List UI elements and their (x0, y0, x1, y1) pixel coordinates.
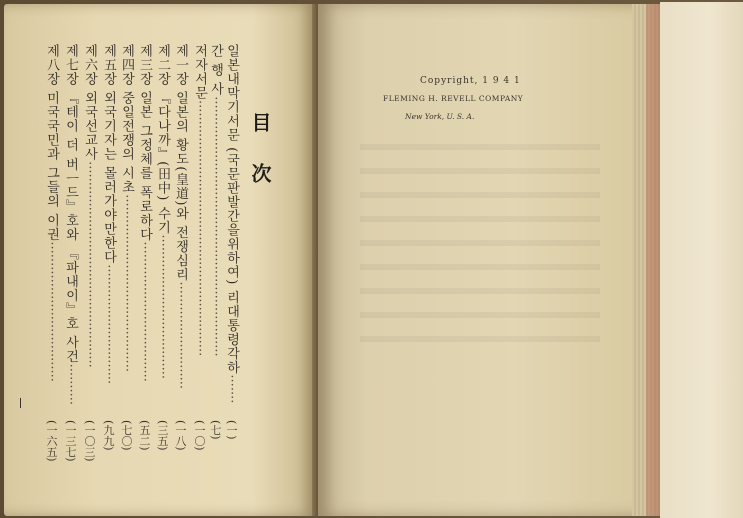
leader-dots: ·························· (173, 281, 188, 389)
toc-page-number: (七) (209, 420, 222, 440)
toc-entry (171, 44, 190, 389)
bleed-through-text (360, 140, 600, 360)
toc-entry-title: 제四장 중일전쟁의 시초 (119, 44, 134, 195)
toc-page-number: (一六五) (45, 420, 58, 462)
outer-page (660, 2, 743, 518)
red-cover-edge (646, 4, 660, 516)
location-line: New York, U. S. A. (405, 112, 475, 121)
toc-entry (80, 44, 99, 368)
toc-page-number: (一〇) (193, 420, 206, 451)
toc-page-number: (五二) (138, 420, 151, 451)
leader-dots: ·················································· (82, 161, 97, 368)
toc-entry (135, 44, 154, 382)
toc-entry-title: 제八장 미국국민과 그들의 이권 (44, 44, 59, 242)
leader-dots: ·········· (63, 363, 78, 405)
leader-dots: ·································· (137, 241, 152, 382)
toc-page-number: (三五) (156, 420, 169, 451)
toc-entry (190, 44, 209, 356)
toc-entry-title: 제三장 일본 그정체를 폭로하다 (137, 44, 152, 242)
toc-page-number: (九九) (102, 420, 115, 451)
toc-entry-title: 제五장 외국기자는 몰러가야만한다 (101, 44, 116, 265)
leader-dots: ··································· (155, 234, 170, 380)
toc-entry (61, 44, 80, 405)
toc-page-number: (一〇三) (83, 420, 96, 462)
toc-entry-title: 일본내막기서문 (국문판발간을위하여) 리대통령각하 (224, 44, 239, 375)
toc-page-number: (七〇) (120, 420, 133, 451)
toc-entry (42, 44, 61, 382)
toc-entry-title: 제一장 일본의 황도(皇道)와 전쟁심리 (173, 44, 188, 282)
toc-entry (99, 44, 118, 384)
leader-dots: ····························· (101, 264, 116, 385)
toc-page-number: (一三七) (64, 420, 77, 462)
toc-page-number: (一八) (174, 420, 187, 451)
toc-entry-title: 간 행 사 (208, 44, 223, 97)
page-mark (20, 398, 21, 408)
leader-dots: ······· (224, 374, 239, 404)
publisher-line: FLEMING H. REVELL COMPANY (383, 94, 524, 103)
leader-dots: ······························································· (208, 96, 223, 357)
leader-dots: ······························································ (192, 100, 207, 357)
toc-entry (153, 44, 172, 379)
toc-entry-title: 제二장 『다나까』(田中) 수기 (155, 44, 170, 235)
leader-dots: ·································· (44, 241, 59, 382)
copyright-line: Copyright, 1 9 4 1 (420, 76, 521, 86)
toc-entry-title: 제六장 외국선교사 (82, 44, 97, 162)
toc-page-number: (一) (225, 420, 238, 440)
toc-entry-title: 제七장 『테이 더 버ㅡ드』호와 『파내이』호 사건 (63, 44, 78, 364)
toc-entry-title: 저자서문 (192, 44, 207, 100)
toc-heading: 目 次 (248, 112, 272, 195)
toc-entry (117, 44, 136, 372)
leader-dots: ··········································· (119, 194, 134, 372)
